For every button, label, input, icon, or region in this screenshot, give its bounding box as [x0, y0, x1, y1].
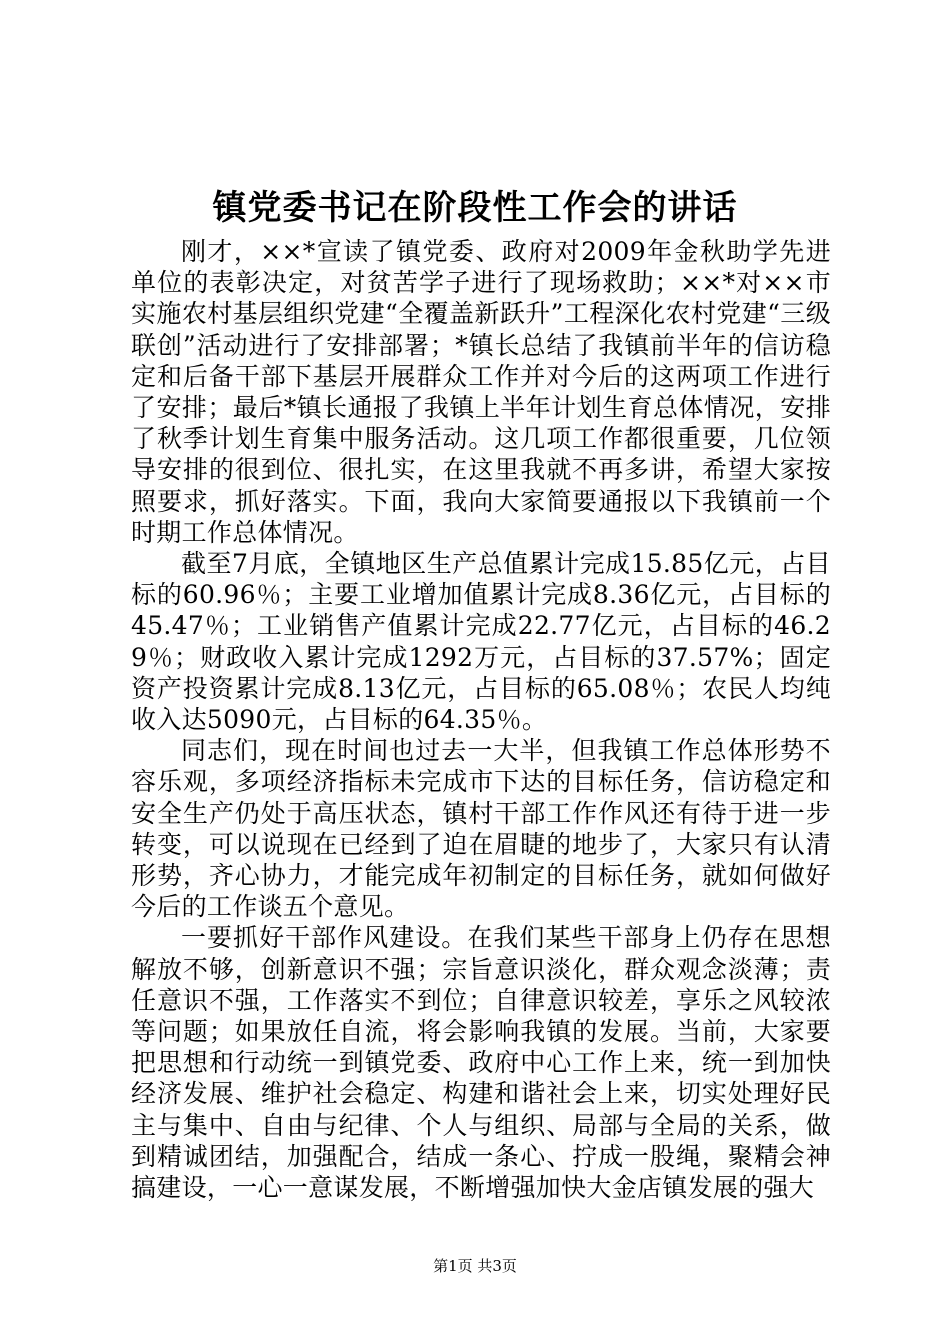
document-title: 镇党委书记在阶段性工作会的讲话 [212, 188, 738, 228]
paragraph-situation: 同志们，现在时间也过去一大半，但我镇工作总体形势不容乐观，多项经济指标未完成市下达的目标任务，信访稳定和安全生产仍处于高压状态，镇村干部工作作风还有待于进一步转变，可以说现在已经到了迫在眉睫的地步了，大家只有认清形势，齐心协力，才能完成年初制定的目标任务，就如何做好今后的工作谈五个意见。 [131, 736, 831, 922]
paragraph-cadre-style: 一要抓好干部作风建设。在我们某些干部身上仍存在思想解放不够，创新意识不强；宗旨意识淡化，群众观念淡薄；责任意识不强，工作落实不到位；自律意识较差，享乐之风较浓等问题；如果放任自流，将会影响我镇的发展。当前，大家要把思想和行动统一到镇党委、政府中心工作上来，统一到加快经济发展、维护社会稳定、构建和谐社会上来，切实处理好民主与集中、自由与纪律、个人与组织、局部与全局的关系，做到精诚团结，加强配合，结成一条心、拧成一股绳，聚精会神搞建设，一心一意谋发展，不断增强加快大金店镇发展的强大 [131, 923, 831, 1203]
document-body [131, 236, 831, 1203]
paragraph-statistics: 截至7月底，全镇地区生产总值累计完成15.85亿元，占目标的60.96％；主要工业增加值累计完成8.36亿元，占目标的45.47％；工业销售产值累计完成22.77亿元，占目标的46.29％；财政收入累计完成1292万元，占目标的37.57%；固定资产投资累计完成8.13亿元，占目标的65.08％；农民人均纯收入达5090元，占目标的64.35％。 [131, 549, 831, 735]
paragraph-opening: 刚才，××*宣读了镇党委、政府对2009年金秋助学先进单位的表彰决定，对贫苦学子进行了现场救助；××*对××市实施农村基层组织党建“全覆盖新跃升”工程深化农村党建“三级联创”活动进行了安排部署；*镇长总结了我镇前半年的信访稳定和后备干部下基层开展群众工作并对今后的这两项工作进行了安排；最后*镇长通报了我镇上半年计划生育总体情况，安排了秋季计划生育集中服务活动。这几项工作都很重要，几位领导安排的很到位、很扎实，在这里我就不再多讲，希望大家按照要求，抓好落实。下面，我向大家简要通报以下我镇前一个时期工作总体情况。 [131, 237, 831, 547]
page-footer: 第1页 共3页 [433, 1257, 517, 1275]
